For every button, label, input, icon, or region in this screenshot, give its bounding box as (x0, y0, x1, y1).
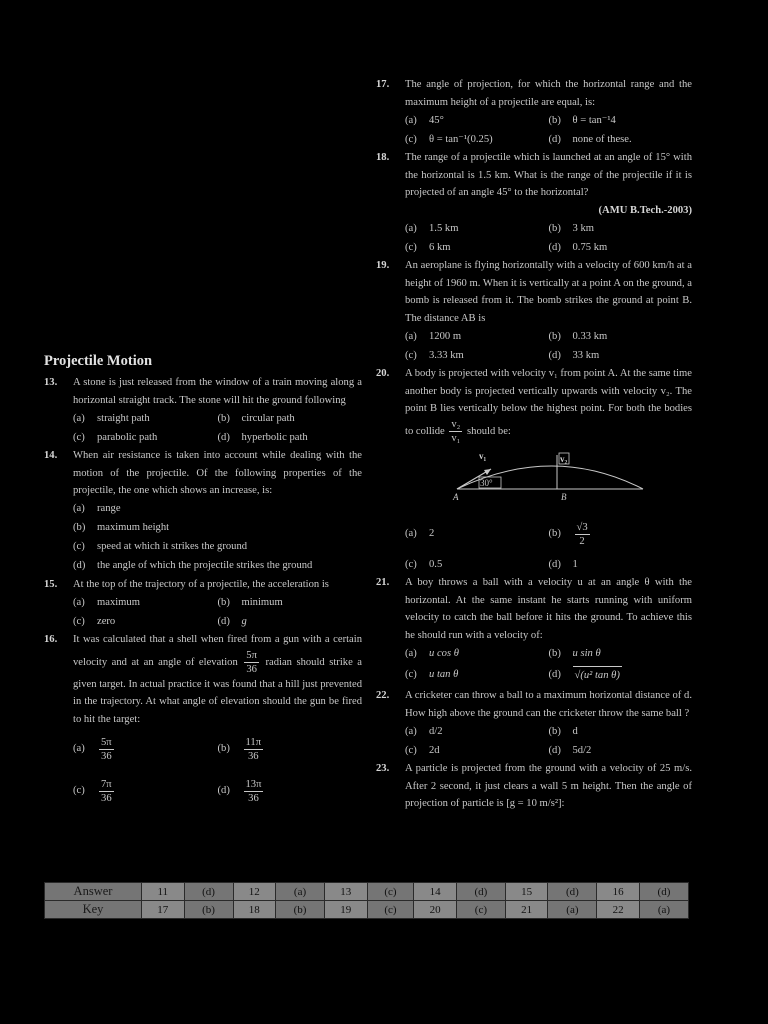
options-13 (73, 409, 362, 447)
option-text: maximum (97, 596, 140, 608)
fraction-denominator: 36 (246, 663, 257, 675)
options-18 (405, 219, 692, 257)
option-label: (b) (217, 596, 230, 608)
question-number-cell: 21 (505, 901, 548, 919)
option (73, 409, 218, 428)
question-number-cell: 22 (597, 901, 640, 919)
option-label: (a) (405, 528, 417, 540)
option-label: (b) (548, 647, 561, 659)
option-label: (c) (405, 349, 417, 361)
answer-cell: (d) (639, 883, 688, 901)
option (549, 238, 693, 257)
option (549, 130, 693, 149)
option-label: (c) (405, 133, 417, 145)
option-label: (c) (73, 541, 85, 553)
option-label: (a) (405, 330, 417, 342)
option-text: 3 km (572, 222, 594, 234)
option (549, 346, 693, 365)
answer-key-row (45, 901, 689, 919)
fraction (99, 736, 114, 763)
option-label: (d) (548, 558, 561, 570)
left-column (44, 350, 362, 812)
option-text: 0.75 km (572, 241, 608, 253)
question-20 (376, 365, 692, 445)
question-text-part: radian should strike a given target. In actual practice it was found that a hill just prevented in the trajectory. At what angle of elevation should the gun be fired to hit the target: (73, 656, 362, 725)
option-label: (a) (405, 647, 417, 659)
option (549, 219, 693, 238)
fraction-denominator: 36 (248, 792, 259, 804)
question-number-cell: 19 (325, 901, 368, 919)
answer-cell: (b) (184, 901, 233, 919)
fraction-denominator: 36 (101, 792, 112, 804)
option (549, 111, 693, 130)
option-text: u sin θ (572, 647, 601, 659)
option (405, 327, 549, 346)
option-text: 1200 m (429, 330, 462, 342)
option-text: g (241, 615, 247, 627)
option-label: (b) (73, 522, 86, 534)
answer-cell: (d) (548, 883, 597, 901)
option (549, 555, 693, 574)
option-label: (a) (405, 725, 417, 737)
option-text: u tan θ (429, 669, 459, 681)
question-text: An aeroplane is flying horizontally with a velocity of 600 km/h at a height of 1960 m. When it is vertically at a point A on the ground, a bomb is released from it. The bomb strikes the ground at point B. The distance AB is (405, 260, 692, 324)
option-text: minimum (241, 596, 283, 608)
angle-label: 30° (480, 477, 493, 488)
option-text: circular path (241, 412, 295, 424)
answer-cell: (a) (276, 883, 325, 901)
option (549, 644, 693, 663)
answer-cell: (c) (367, 883, 414, 901)
fraction (244, 736, 264, 763)
question-number-cell: 11 (142, 883, 185, 901)
option-label: (d) (548, 744, 561, 756)
question-text: A stone is just released from the window of a train moving along a horizontal straight track. The stone will hit the ground following (73, 377, 362, 406)
question-text: A cricketer can throw a ball to a maximum horizontal distance of d. How high above the ground can the cricketer throw the same ball ? (405, 690, 692, 719)
fraction-numerator: 11π (245, 736, 262, 748)
question-number: 20. (376, 368, 390, 379)
question-14 (44, 447, 362, 500)
option (218, 612, 363, 631)
fraction (449, 418, 462, 445)
fraction-denominator: v₁ (451, 432, 461, 444)
v1-label: v₁ (479, 450, 487, 461)
answer-key-label: Key (45, 901, 142, 919)
option-text: 1 (572, 558, 578, 570)
option-label: (d) (217, 431, 230, 443)
option (218, 770, 363, 812)
question-number-cell: 15 (505, 883, 548, 901)
option-text: parabolic path (97, 431, 158, 443)
question-16 (44, 631, 362, 728)
fraction-numerator: v₂ (451, 418, 461, 430)
question-text (73, 631, 362, 728)
question-text (405, 365, 692, 445)
option-label: (b) (548, 330, 561, 342)
option-label: (d) (548, 349, 561, 361)
option (549, 741, 693, 760)
option (405, 644, 549, 663)
option (549, 663, 693, 687)
option-label: (a) (405, 114, 417, 126)
option-text: 1.5 km (429, 222, 459, 234)
option-label: (a) (73, 743, 85, 755)
option-text: none of these. (572, 133, 632, 145)
option-text: range (97, 503, 121, 515)
option (405, 555, 549, 574)
answer-cell: (a) (548, 901, 597, 919)
options-14 (73, 500, 362, 576)
option (405, 111, 549, 130)
question-text: The angle of projection, for which the horizontal range and the maximum height of a projectile are equal, is: (405, 79, 692, 108)
option-label: (c) (405, 241, 417, 253)
question-number: 22. (376, 690, 390, 701)
question-number-cell: 17 (142, 901, 185, 919)
option-text: hyperbolic path (241, 431, 308, 443)
option-label: (d) (548, 241, 561, 253)
option-text: θ = tan⁻¹(0.25) (429, 133, 493, 145)
option (73, 612, 218, 631)
option (405, 130, 549, 149)
option-label: (b) (548, 725, 561, 737)
option-label: (c) (405, 669, 417, 681)
question-15 (44, 576, 362, 594)
option-text: u cos θ (429, 647, 459, 659)
answer-key-label: Answer (45, 883, 142, 901)
question-number-cell: 20 (414, 901, 457, 919)
option (405, 722, 549, 741)
option-label: (d) (548, 133, 561, 145)
option (549, 513, 693, 555)
option (73, 557, 362, 576)
option (405, 346, 549, 365)
question-text-part: A body is projected with velocity v₁ from point A. At the same time another body is projected vertically upwards with velocity v₂. The point B lies vertically below the highest point. For both the bodies to collide (405, 368, 692, 437)
question-text-part: should be: (467, 425, 511, 437)
question-number: 15. (44, 578, 58, 590)
question-number-cell: 18 (233, 901, 276, 919)
option-label: (b) (217, 743, 230, 755)
right-column (376, 76, 692, 813)
option (405, 663, 549, 687)
question-number-cell: 14 (414, 883, 457, 901)
option-label: (d) (217, 615, 230, 627)
fraction-numerator: 7π (101, 778, 112, 790)
section-title: Projectile Motion (44, 353, 153, 369)
option-text: d/2 (429, 725, 443, 737)
option (73, 593, 218, 612)
fraction (575, 521, 590, 548)
answer-key-row (45, 883, 689, 901)
fraction-numerator: 5π (101, 736, 112, 748)
option-text: 2 (429, 528, 435, 540)
question-number-cell: 12 (233, 883, 276, 901)
option (73, 428, 218, 447)
option (218, 409, 363, 428)
fraction (99, 778, 114, 805)
question-number: 21. (376, 577, 390, 588)
option-text: straight path (97, 412, 150, 424)
question-number: 23. (376, 763, 390, 774)
point-b-label: B (561, 491, 567, 501)
option-text: 5d/2 (572, 744, 592, 756)
option-text: maximum height (97, 522, 170, 534)
option-text: θ = tan⁻¹4 (572, 114, 616, 126)
question-text: A boy throws a ball with a velocity u at an angle θ with the horizontal. At the same instant he starts running with uniform velocity to catch the ball before it hits the ground. To achieve this he should run with a velocity of: (405, 577, 692, 641)
question-23 (376, 760, 692, 813)
answer-cell: (c) (456, 901, 505, 919)
question-21 (376, 574, 692, 644)
option-text: the angle of which the projectile strikes the ground (97, 560, 313, 572)
option (218, 428, 363, 447)
projectile-figure (405, 449, 695, 501)
option (405, 513, 549, 555)
option-label: (b) (548, 222, 561, 234)
option (218, 593, 363, 612)
option (405, 741, 549, 760)
option (73, 500, 362, 519)
option-label: (a) (73, 503, 85, 515)
option (405, 219, 549, 238)
option-label: (c) (405, 558, 417, 570)
option-text: 33 km (572, 349, 600, 361)
question-text: When air resistance is taken into account while dealing with the motion of the projectile. Of the following properties of the projectile, the one which shows an increase, is: (73, 450, 362, 496)
question-text: The range of a projectile which is launched at an angle of 15° with the horizontal is 1.5 km. What is the range of the projectile if it is projected of an angle 45° to the horizontal? (405, 152, 692, 198)
fraction-denominator: 2 (579, 535, 585, 547)
option-text: zero (97, 615, 116, 627)
option-text: 0.33 km (572, 330, 608, 342)
option (73, 728, 218, 770)
fraction-denominator: 36 (101, 750, 112, 762)
question-17 (376, 76, 692, 111)
fraction-numerator: √3 (576, 521, 588, 533)
options-22 (405, 722, 692, 760)
question-number: 13. (44, 377, 58, 388)
options-16 (73, 728, 362, 812)
option-text: 3.33 km (429, 349, 464, 361)
options-15 (73, 593, 362, 631)
question-text: A particle is projected from the ground with a velocity of 25 m/s. After 2 second, it just clears a wall 5 m height. Then the angle of projection of particle is [g = 10 m/s²]: (405, 763, 692, 809)
option (218, 728, 363, 770)
option-label: (b) (548, 528, 561, 540)
answer-cell: (d) (456, 883, 505, 901)
option (73, 519, 362, 538)
question-number: 18. (376, 152, 390, 163)
option-text: 6 km (429, 241, 451, 253)
question-13 (44, 374, 362, 409)
option (549, 722, 693, 741)
option (405, 238, 549, 257)
option-label: (b) (217, 412, 230, 424)
option-label: (c) (73, 431, 85, 443)
fraction (244, 778, 264, 805)
option-label: (b) (548, 114, 561, 126)
answer-cell: (d) (184, 883, 233, 901)
option (73, 538, 362, 557)
question-number-cell: 13 (325, 883, 368, 901)
question-text-part: It was calculated that a shell when fired from a gun with a certain velocity and at an angle of elevation (73, 634, 362, 668)
options-20 (405, 513, 692, 574)
options-21 (405, 644, 692, 687)
question-number: 19. (376, 260, 390, 271)
option-text: 45° (429, 114, 444, 126)
option-label: (c) (405, 744, 417, 756)
option-label: (a) (405, 222, 417, 234)
option (549, 327, 693, 346)
answer-cell: (c) (367, 901, 414, 919)
option-text: √(u² tan θ) (573, 666, 622, 685)
option-label: (d) (217, 785, 230, 797)
fraction (244, 649, 259, 676)
question-18 (376, 149, 692, 202)
question-number: 17. (376, 79, 390, 90)
v2-label: v₂ (560, 453, 568, 464)
question-19 (376, 257, 692, 327)
option-label: (a) (73, 412, 85, 424)
point-a-label: A (453, 491, 459, 501)
option-label: (c) (73, 615, 85, 627)
option (73, 770, 218, 812)
answer-cell: (a) (639, 901, 688, 919)
option-label: (d) (73, 560, 86, 572)
option-label: (d) (548, 669, 561, 681)
option-text: speed at which it strikes the ground (97, 541, 248, 553)
option-text: d (572, 725, 578, 737)
question-number: 16. (44, 634, 58, 645)
option-label: (a) (73, 596, 85, 608)
question-number-cell: 16 (597, 883, 640, 901)
question-22 (376, 687, 692, 722)
option-text: 0.5 (429, 558, 443, 570)
option-label: (c) (73, 785, 85, 797)
fraction-denominator: 36 (247, 750, 259, 762)
exam-source: (AMU B.Tech.-2003) (598, 204, 692, 216)
question-number: 14. (44, 450, 58, 461)
options-19 (405, 327, 692, 365)
fraction-numerator: 13π (245, 778, 262, 790)
fraction-numerator: 5π (246, 649, 257, 661)
options-17 (405, 111, 692, 149)
option-text: 2d (429, 744, 440, 756)
answer-key-table (44, 882, 689, 919)
question-text: At the top of the trajectory of a projectile, the acceleration is (73, 578, 329, 590)
answer-cell: (b) (276, 901, 325, 919)
